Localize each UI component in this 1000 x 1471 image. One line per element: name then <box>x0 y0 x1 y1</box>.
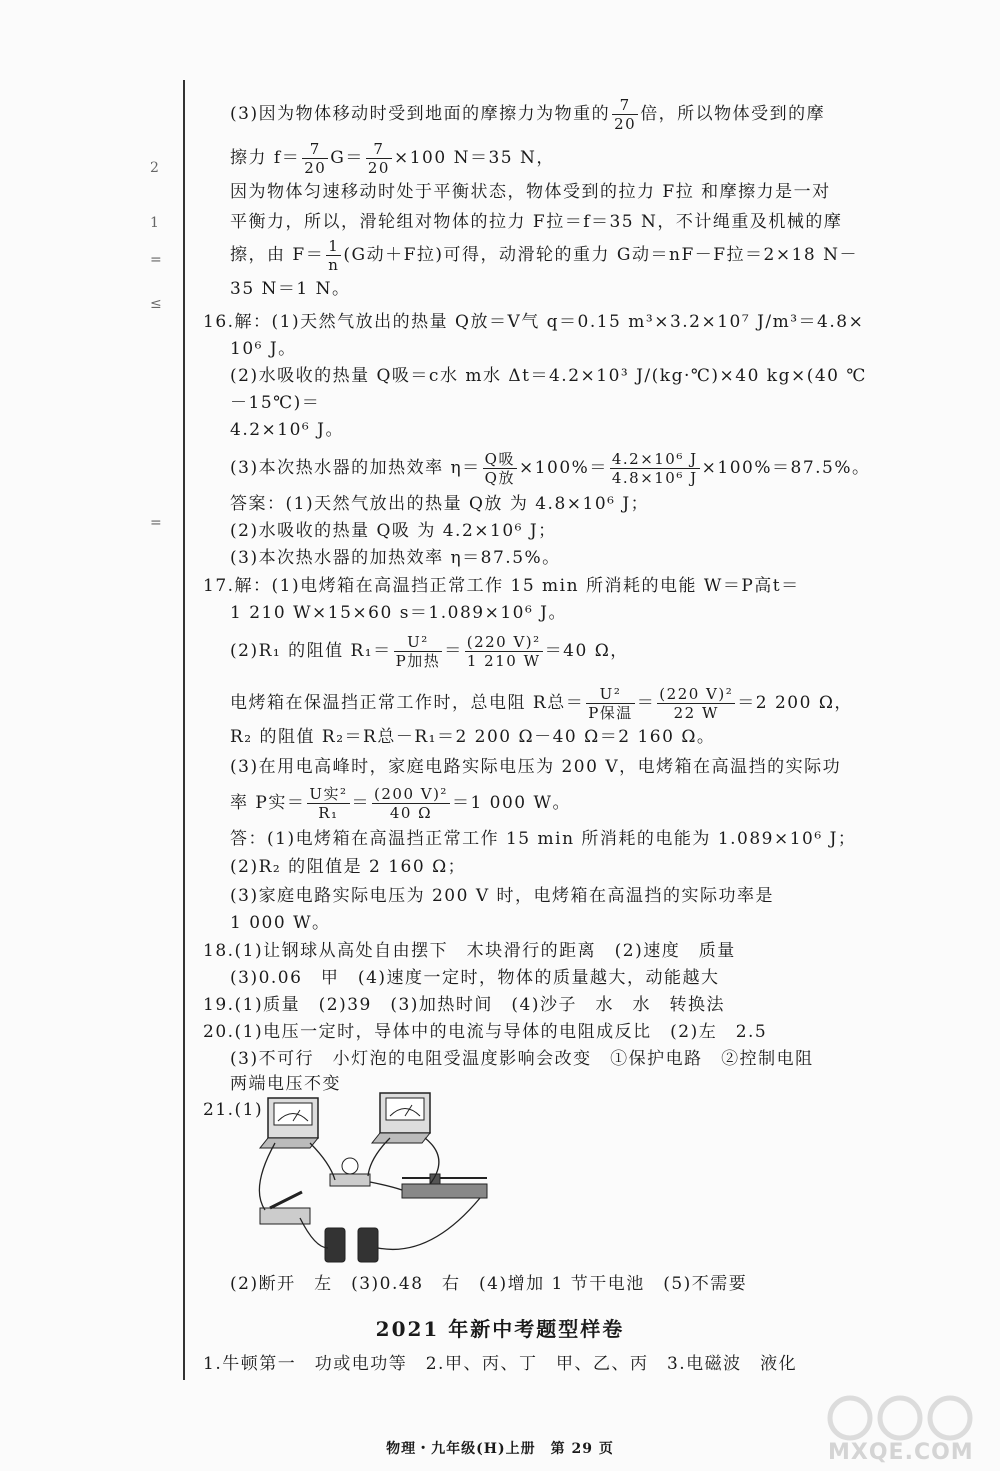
q16-line1: 16.解：(1)天然气放出的热量 Q放＝V气 q＝0.15 m³×3.2×10⁷ J/m³＝4.8× <box>203 312 865 332</box>
switch-icon <box>260 1192 310 1224</box>
rheostat-icon <box>402 1174 487 1198</box>
circuit-diagram <box>230 1088 530 1270</box>
q16-line2: 10⁶ J。 <box>230 339 297 359</box>
bulb-icon <box>330 1158 370 1186</box>
q15-line3: 因为物体匀速移动时处于平衡状态，物体受到的拉力 F拉 和摩擦力是一对 <box>230 182 831 202</box>
ammeter-icon <box>260 1098 318 1148</box>
page-footer: 物理・九年级(H)上册 第 29 页 <box>386 1441 614 1457</box>
margin-mark: 1 <box>150 215 159 231</box>
voltmeter-icon <box>372 1093 430 1143</box>
q19-line: 19.(1)质量 (2)39 (3)加热时间 (4)沙子 水 水 转换法 <box>203 995 725 1015</box>
q17-line1: 17.解：(1)电烤箱在高温挡正常工作 15 min 所消耗的电能 W＝P高t＝ <box>203 576 800 596</box>
q16-answer1: 答案：(1)天然气放出的热量 Q放 为 4.8×10⁶ J； <box>230 494 650 514</box>
q20-line1: 20.(1)电压一定时，导体中的电流与导体的电阻成反比 (2)左 2.5 <box>203 1022 768 1042</box>
q16-answer3: (3)本次热水器的加热效率 η＝87.5%。 <box>230 548 561 568</box>
q20-line3: 两端电压不变 <box>230 1074 341 1094</box>
q17-line7: 率 P实＝ $\frac{\text{U实²}}{\text{R₁}}$ ＝ $\frac{\text{(200 V)²}}{40 \Omega}$ ＝1 000 W。 <box>230 785 571 822</box>
battery-icon <box>325 1228 378 1262</box>
q21-label: 21.(1) <box>203 1100 264 1120</box>
section-title: 2021 年新中考题型样卷 <box>375 1317 625 1341</box>
margin-rule <box>183 80 185 1380</box>
q18-line1: 18.(1)让钢球从高处自由摆下 木块滑行的距离 (2)速度 质量 <box>203 941 736 961</box>
new-q1-line: 1.牛顿第一 功或电功等 2.甲、丙、丁 甲、乙、丙 3.电磁波 液化 <box>203 1354 798 1374</box>
q17-line4: 电烤箱在保温挡正常工作时，总电阻 R总＝ $\frac{\text{U²}}{\text{P保温}}$ ＝ $\frac{\text{(220 V)²}}{22 W}$ ＝2 200 Ω， <box>230 685 853 722</box>
margin-mark: ≤ <box>150 296 162 312</box>
q17-answer3: (3)家庭电路实际电压为 200 V 时，电烤箱在高温挡的实际功率是 <box>230 886 775 906</box>
margin-mark: = <box>150 515 162 531</box>
q16-line6: (3)本次热水器的加热效率 η＝ $\frac{\text{Q吸}}{\text{Q放}}$ ×100%＝ $\frac{\text{4.2×10⁶ J}}{\text{4.8×10⁶ J}}$ ×100%＝87.5%。 <box>230 450 871 487</box>
q17-answer4: 1 000 W。 <box>230 913 331 933</box>
q17-answer2: (2)R₂ 的阻值是 2 160 Ω； <box>230 857 467 877</box>
q21-line2: (2)断开 左 (3)0.48 右 (4)增加 1 节干电池 (5)不需要 <box>230 1274 748 1294</box>
q16-line3: (2)水吸收的热量 Q吸＝c水 m水 Δt＝4.2×10³ J/(kg·℃)×40 kg×(40 ℃ <box>230 366 867 386</box>
q16-answer2: (2)水吸收的热量 Q吸 为 4.2×10⁶ J； <box>230 521 557 541</box>
q15-line5: 擦，由 F＝ $\frac{1}{n}$ (G动＋F拉)可得，动滑轮的重力 G动＝nF－F拉＝2×18 N－ <box>230 237 859 274</box>
q16-line4: －15℃)＝ <box>230 393 321 413</box>
q17-line6: (3)在用电高峰时，家庭电路实际电压为 200 V，电烤箱在高温挡的实际功 <box>230 757 842 777</box>
q15-line6: 35 N＝1 N。 <box>230 279 351 299</box>
q15-line2: 擦力 f＝ $\frac{7}{20}$ G＝ $\frac{7}{20}$ ×100 N＝35 N， <box>230 140 555 177</box>
q18-line2: (3)0.06 甲 (4)速度一定时，物体的质量越大，动能越大 <box>230 968 720 988</box>
q17-line3: (2)R₁ 的阻值 R₁＝ $\frac{\text{U²}}{\text{P加热}}$ ＝ $\frac{\text{(220 V)²}}{1 210 W}$ ＝40 Ω， <box>230 633 629 670</box>
fraction: $\frac{7}{20}$ <box>614 96 637 133</box>
q16-line5: 4.2×10⁶ J。 <box>230 420 344 440</box>
watermark-text: MXQE.COM <box>828 1440 974 1465</box>
margin-mark: = <box>150 252 162 268</box>
margin-mark: 2 <box>150 160 159 176</box>
q15-line1: (3)因为物体移动时受到地面的摩擦力为物重的 $\frac{7}{20}$ 倍，所以物体受到的摩 <box>230 96 826 133</box>
q17-answer1: 答：(1)电烤箱在高温挡正常工作 15 min 所消耗的电能为 1.089×10⁶ J； <box>230 829 857 849</box>
q17-line2: 1 210 W×15×60 s＝1.089×10⁶ J。 <box>230 603 568 623</box>
q20-line2: (3)不可行 小灯泡的电阻受温度影响会改变 ①保护电路 ②控制电阻 <box>230 1049 814 1069</box>
q15-line4: 平衡力，所以，滑轮组对物体的拉力 F拉＝f＝35 N，不计绳重及机械的摩 <box>230 212 843 232</box>
q17-line5: R₂ 的阻值 R₂＝R总－R₁＝2 200 Ω－40 Ω＝2 160 Ω。 <box>230 727 716 747</box>
